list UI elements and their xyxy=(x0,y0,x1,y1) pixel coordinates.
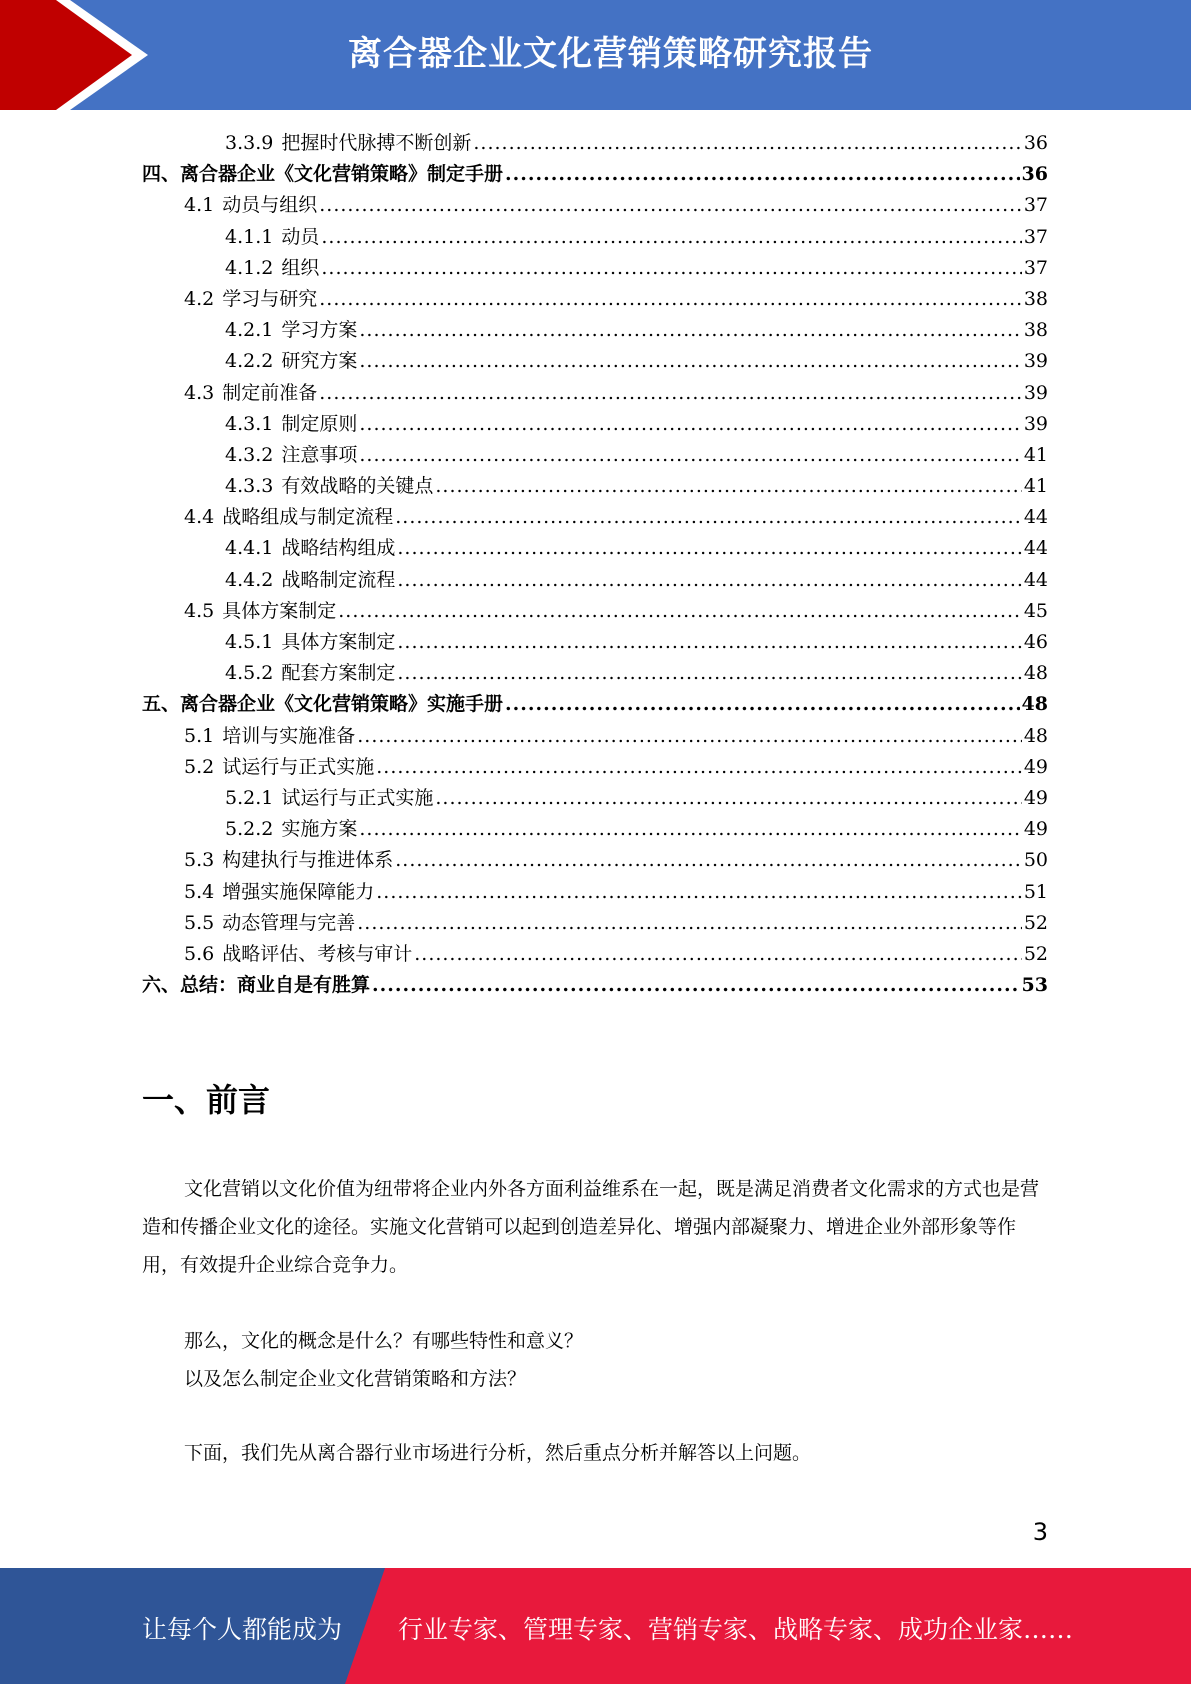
toc-dot-leader xyxy=(359,413,1021,435)
toc-entry[interactable] xyxy=(142,721,1048,752)
toc-entry-label: 学习与研究 xyxy=(222,287,318,310)
toc-entry-label: 增强实施保障能力 xyxy=(222,880,375,903)
table-of-contents xyxy=(142,128,1048,1001)
toc-entry-page: 36 xyxy=(1021,163,1048,186)
toc-entry-number: 4.1.1 xyxy=(225,225,274,248)
toc-entry-number: 5.6 xyxy=(184,942,215,965)
toc-entry-label: 试运行与正式实施 xyxy=(222,755,375,778)
toc-entry-page: 48 xyxy=(1021,693,1048,716)
toc-dot-leader xyxy=(321,226,1021,248)
toc-entry-label: 动员 xyxy=(281,225,320,248)
toc-entry[interactable] xyxy=(142,814,1048,845)
header-title: 离合器企业文化营销策略研究报告 xyxy=(348,34,873,74)
toc-entry-page: 45 xyxy=(1023,599,1048,622)
toc-entry-page: 52 xyxy=(1023,942,1048,965)
question-line-1: 那么，文化的概念是什么？有哪些特性和意义？ xyxy=(184,1330,584,1352)
toc-entry[interactable] xyxy=(142,565,1048,596)
toc-entry-page: 48 xyxy=(1023,662,1048,685)
toc-entry[interactable] xyxy=(142,128,1048,159)
toc-entry[interactable] xyxy=(142,627,1048,658)
toc-dot-leader xyxy=(473,132,1021,154)
toc-entry[interactable] xyxy=(142,346,1048,377)
toc-entry-label: 组织 xyxy=(281,256,320,279)
toc-entry-label: 动员与组织 xyxy=(222,194,318,217)
toc-entry[interactable] xyxy=(142,440,1048,471)
toc-entry-page: 39 xyxy=(1023,412,1048,435)
toc-entry-label: 构建执行与推进体系 xyxy=(222,849,394,872)
toc-entry-label: 研究方案 xyxy=(281,350,358,373)
toc-entry-page: 46 xyxy=(1023,631,1048,653)
toc-entry[interactable] xyxy=(142,471,1048,502)
toc-entry[interactable] xyxy=(142,658,1048,689)
toc-dot-leader xyxy=(359,444,1021,466)
toc-entry-page: 52 xyxy=(1023,911,1048,934)
toc-entry-number: 4.2 xyxy=(184,287,215,310)
toc-entry-label: 具体方案制定 xyxy=(222,599,337,622)
toc-entry-label: 具体方案制定 xyxy=(281,631,396,653)
toc-entry[interactable] xyxy=(142,939,1048,970)
toc-entry-number: 4.5.2 xyxy=(225,662,274,685)
toc-entry-label: 配套方案制定 xyxy=(281,662,396,685)
toc-dot-leader xyxy=(357,912,1022,934)
toc-entry-label: 战略结构组成 xyxy=(281,537,396,560)
toc-dot-leader xyxy=(359,319,1021,341)
toc-entry-number: 4.3.1 xyxy=(225,412,274,435)
toc-entry-page: 41 xyxy=(1023,475,1048,498)
toc-dot-leader xyxy=(376,756,1022,778)
toc-entry-page: 44 xyxy=(1023,537,1048,560)
toc-dot-leader xyxy=(338,600,1022,622)
toc-entry-page: 53 xyxy=(1021,974,1048,997)
toc-entry-number: 4.5.1 xyxy=(225,631,274,653)
toc-dot-leader xyxy=(397,631,1021,653)
toc-entry-number: 4.5 xyxy=(184,599,215,622)
toc-entry-number: 5.2 xyxy=(184,755,215,778)
toc-entry-number: 4.2.1 xyxy=(225,319,274,342)
toc-entry-page: 36 xyxy=(1023,132,1048,154)
toc-entry-page: 38 xyxy=(1023,287,1048,310)
page-header xyxy=(0,0,1191,110)
toc-entry-label: 注意事项 xyxy=(281,443,358,466)
toc-entry-label: 动态管理与完善 xyxy=(222,911,356,934)
toc-entry-label: 六、总结：商业自是有胜算 xyxy=(142,974,371,997)
footer-slogan-left: 让每个人都能成为 xyxy=(142,1615,343,1644)
toc-entry[interactable] xyxy=(142,877,1048,908)
toc-entry-page: 38 xyxy=(1023,319,1048,342)
transition-paragraph: 下面，我们先从离合器行业市场进行分析，然后重点分析并解答以上问题。 xyxy=(184,1442,812,1464)
toc-entry-label: 制定原则 xyxy=(281,412,358,435)
toc-entry-label: 战略制定流程 xyxy=(281,568,396,591)
toc-entry-number: 5.1 xyxy=(184,724,215,747)
toc-entry-number: 4.1.2 xyxy=(225,256,274,279)
toc-dot-leader xyxy=(505,693,1020,715)
toc-entry[interactable] xyxy=(142,689,1048,720)
toc-entry-label: 学习方案 xyxy=(281,319,358,342)
toc-entry-number: 4.2.2 xyxy=(225,350,274,373)
toc-dot-leader xyxy=(397,537,1021,559)
toc-dot-leader xyxy=(397,569,1021,591)
question-paragraph xyxy=(142,1322,1048,1398)
toc-dot-leader xyxy=(414,943,1022,965)
toc-entry-number: 4.1 xyxy=(184,194,215,217)
toc-entry-label: 五、离合器企业《文化营销策略》实施手册 xyxy=(142,693,504,716)
toc-dot-leader xyxy=(505,163,1020,185)
toc-entry-label: 制定前准备 xyxy=(222,381,318,404)
toc-entry-number: 5.3 xyxy=(184,849,215,872)
toc-entry-number: 5.2.2 xyxy=(225,818,274,841)
toc-entry-page: 39 xyxy=(1023,381,1048,404)
toc-entry[interactable] xyxy=(142,845,1048,876)
toc-entry-page: 39 xyxy=(1023,350,1048,373)
toc-dot-leader xyxy=(397,662,1021,684)
toc-entry-page: 49 xyxy=(1023,786,1048,809)
toc-dot-leader xyxy=(435,475,1021,497)
toc-entry-number: 4.3.2 xyxy=(225,443,274,466)
intro-paragraph: 文化营销以文化价值为纽带将企业内外各方面利益维系在一起，既是满足消费者文化需求的方式也是营造和传播企业文化的途径。实施文化营销可以起到创造差异化、增强内部凝聚力、增进企业外部形象等作用，有效提升企业综合竞争力。 xyxy=(142,1178,1040,1276)
toc-entry-label: 有效战略的关键点 xyxy=(281,475,434,498)
toc-dot-leader xyxy=(395,849,1022,871)
toc-dot-leader xyxy=(372,974,1020,996)
toc-entry-label: 培训与实施准备 xyxy=(222,724,356,747)
toc-entry-label: 实施方案 xyxy=(281,818,358,841)
footer-slogan-right: 行业专家、管理专家、营销专家、战略专家、成功企业家…… xyxy=(398,1615,1074,1644)
toc-entry-page: 41 xyxy=(1023,443,1048,466)
toc-entry-page: 37 xyxy=(1023,256,1048,279)
toc-dot-leader xyxy=(357,725,1022,747)
toc-dot-leader xyxy=(359,350,1021,372)
toc-entry[interactable] xyxy=(142,159,1048,190)
toc-entry-page: 37 xyxy=(1023,194,1048,217)
toc-entry-label: 战略评估、考核与审计 xyxy=(222,942,413,965)
toc-entry-number: 4.3 xyxy=(184,381,215,404)
toc-dot-leader xyxy=(376,881,1022,903)
toc-entry-page: 44 xyxy=(1023,568,1048,591)
toc-entry-page: 50 xyxy=(1023,849,1048,872)
page-footer xyxy=(0,1568,1191,1684)
toc-entry-page: 48 xyxy=(1023,724,1048,747)
toc-entry-number: 4.4.2 xyxy=(225,568,274,591)
toc-entry[interactable] xyxy=(142,752,1048,783)
toc-entry[interactable] xyxy=(142,783,1048,814)
toc-entry[interactable] xyxy=(142,284,1048,315)
toc-entry-number: 3.3.9 xyxy=(225,132,274,154)
toc-dot-leader xyxy=(359,818,1021,840)
toc-entry-page: 49 xyxy=(1023,818,1048,841)
toc-entry[interactable] xyxy=(142,315,1048,346)
toc-entry[interactable] xyxy=(142,190,1048,221)
toc-dot-leader xyxy=(321,257,1021,279)
toc-entry[interactable] xyxy=(142,222,1048,253)
toc-entry[interactable] xyxy=(142,970,1048,1001)
toc-entry-label: 把握时代脉搏不断创新 xyxy=(281,132,472,154)
toc-dot-leader xyxy=(319,288,1022,310)
toc-entry-page: 37 xyxy=(1023,225,1048,248)
toc-entry-number: 5.4 xyxy=(184,880,215,903)
toc-entry-label: 战略组成与制定流程 xyxy=(222,506,394,529)
toc-entry-number: 4.3.3 xyxy=(225,475,274,498)
toc-dot-leader xyxy=(395,506,1022,528)
toc-entry-number: 5.2.1 xyxy=(225,786,274,809)
toc-entry[interactable] xyxy=(142,409,1048,440)
toc-dot-leader xyxy=(435,787,1021,809)
toc-entry-page: 49 xyxy=(1023,755,1048,778)
toc-entry[interactable] xyxy=(142,502,1048,533)
toc-entry-page: 51 xyxy=(1023,880,1048,903)
toc-dot-leader xyxy=(319,194,1022,216)
toc-entry[interactable] xyxy=(142,908,1048,939)
section-heading: 一、前言 xyxy=(142,1081,271,1119)
toc-entry[interactable] xyxy=(142,378,1048,409)
toc-dot-leader xyxy=(319,382,1022,404)
toc-entry-number: 5.5 xyxy=(184,911,215,934)
toc-entry[interactable] xyxy=(142,533,1048,564)
toc-entry[interactable] xyxy=(142,596,1048,627)
toc-entry-label: 四、离合器企业《文化营销策略》制定手册 xyxy=(142,163,504,186)
question-line-2: 以及怎么制定企业文化营销策略和方法？ xyxy=(184,1368,527,1390)
toc-entry-number: 4.4 xyxy=(184,506,215,529)
page-number: 3 xyxy=(1032,1518,1048,1546)
toc-entry-number: 4.4.1 xyxy=(225,537,274,560)
toc-entry-label: 试运行与正式实施 xyxy=(281,786,434,809)
toc-entry[interactable] xyxy=(142,253,1048,284)
toc-entry-page: 44 xyxy=(1023,506,1048,529)
